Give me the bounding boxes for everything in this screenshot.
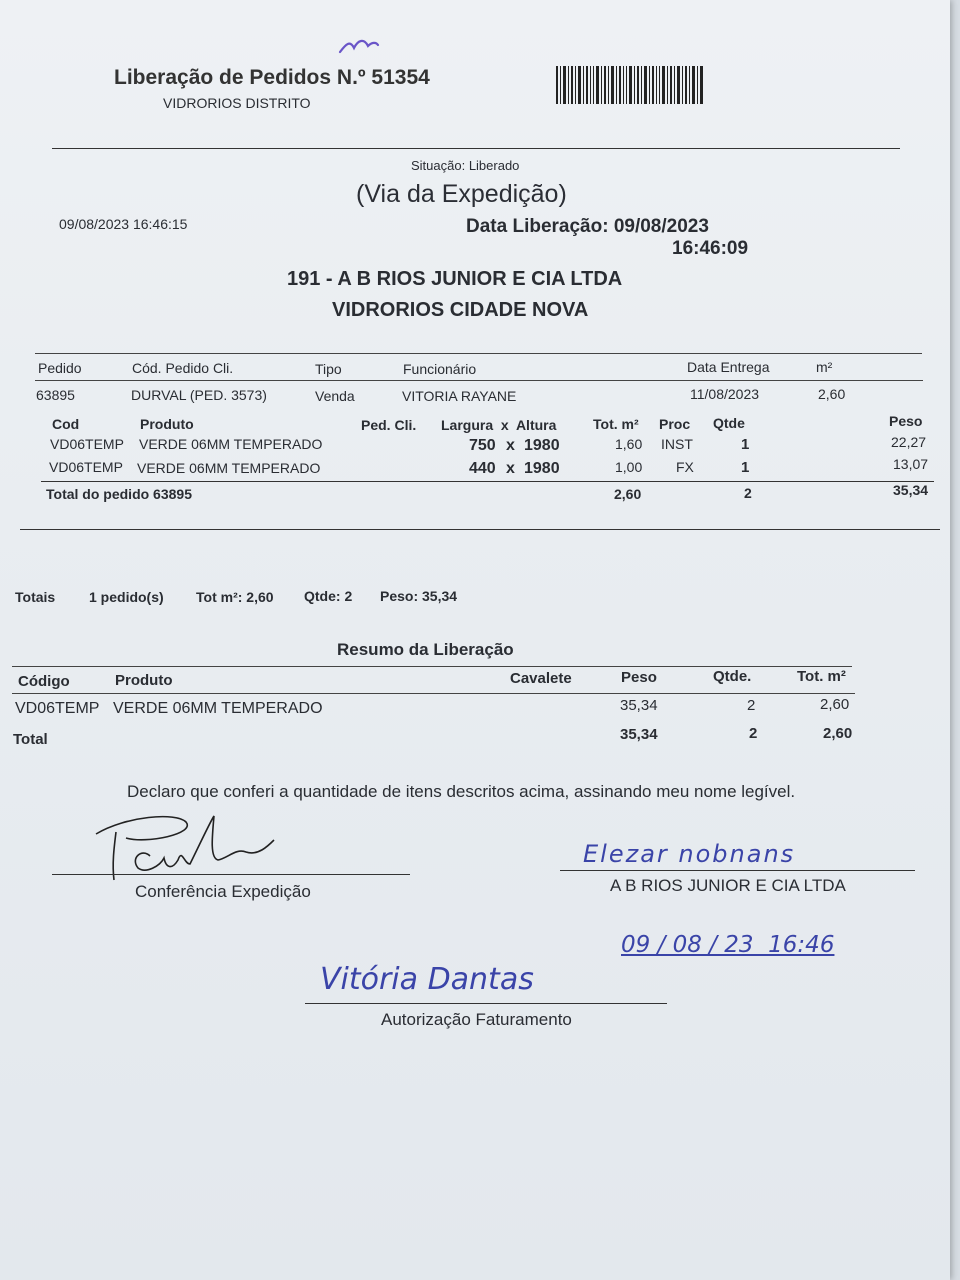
summary-peso: 35,34 [620,697,658,714]
item-qtde: 1 [741,459,750,476]
conferencia-line [52,874,410,875]
totals-label: Totais [15,589,56,605]
summary-title: Resumo da Liberação [337,640,514,659]
order-m2: 2,60 [818,386,846,402]
autorizacao-label: Autorização Faturamento [381,1010,572,1029]
item-col-ped-cli: Ped. Cli. [361,417,417,433]
handwritten-date: 09 / 08 / 23 16:46 [621,932,835,958]
header-divider [52,148,900,149]
item-cod: VD06TEMP [50,436,124,452]
order-total-label: Total do pedido 63895 [46,486,192,502]
order-total-m2: 2,60 [614,486,642,502]
order-top-line [35,353,922,354]
totals-m2: Tot m²: 2,60 [196,589,274,605]
item-col-qtde: Qtde [713,415,745,431]
release-time: 16:46:09 [672,238,749,259]
order-pedido: 63895 [36,387,75,403]
summary-total-qtde: 2 [749,725,758,742]
col-data-entrega: Data Entrega [687,359,770,375]
summary-col-codigo: Código [18,673,70,690]
item-proc: INST [661,436,693,452]
item-x: x [506,437,515,454]
item-col-largura-altura: Largura x Altura [441,417,557,433]
barcode-icon [556,66,703,104]
order-total-peso: 35,34 [893,482,929,498]
summary-total-label: Total [13,731,48,748]
totals-peso: Peso: 35,34 [380,588,458,604]
item-proc: FX [676,459,694,475]
item-col-produto: Produto [140,416,194,432]
summary-col-cavalete: Cavalete [510,670,572,687]
via-label: (Via da Expedição) [356,180,567,208]
summary-total-tot-m2: 2,60 [823,725,853,742]
client-sig-label: A B RIOS JUNIOR E CIA LTDA [610,876,846,895]
item-produto: VERDE 06MM TEMPERADO [139,436,323,452]
order-bottom-line [20,529,940,530]
item-altura: 1980 [524,460,560,477]
client-name: 191 - A B RIOS JUNIOR E CIA LTDA [287,268,623,290]
order-total-qtde: 2 [744,485,752,501]
item-largura: 440 [469,460,496,477]
item-col-tot-m2: Tot. m² [593,416,639,432]
col-pedido: Pedido [38,360,82,376]
conferencia-label: Conferência Expedição [135,882,311,901]
summary-total-peso: 35,34 [620,726,658,743]
item-altura: 1980 [524,437,560,454]
company-name: VIDRORIOS DISTRITO [163,95,311,111]
autorizacao-signature: Vitória Dantas [320,962,534,997]
totals-pedidos: 1 pedido(s) [89,589,164,605]
summary-top-line [12,666,852,667]
col-cod-pedido-cli: Cód. Pedido Cli. [132,360,234,376]
summary-col-tot-m2: Tot. m² [797,668,846,685]
summary-col-produto: Produto [115,672,173,689]
summary-produto: VERDE 06MM TEMPERADO [113,700,323,717]
summary-codigo: VD06TEMP [15,700,100,717]
print-timestamp: 09/08/2023 16:46:15 [59,216,188,232]
item-largura: 750 [469,437,496,454]
summary-header-line [12,693,855,694]
pen-mark-icon [336,36,382,58]
item-col-proc: Proc [659,416,691,432]
client-signature: Elezar nobnans [583,840,796,868]
order-header-line [35,380,923,381]
summary-tot-m2: 2,60 [820,696,850,713]
autorizacao-line [305,1003,667,1004]
declaration-text: Declaro que conferi a quantidade de itens descritos acima, assinando meu nome legível. [127,782,796,801]
order-data-entrega: 11/08/2023 [690,386,760,402]
col-funcionario: Funcionário [403,361,477,377]
document-title: Liberação de Pedidos N.º 51354 [114,66,430,89]
item-peso: 13,07 [893,456,929,472]
item-peso: 22,27 [891,434,927,450]
client-store: VIDRORIOS CIDADE NOVA [332,299,589,321]
order-tipo: Venda [315,388,355,404]
item-tot-m2: 1,00 [615,459,643,475]
item-tot-m2: 1,60 [615,436,643,452]
summary-qtde: 2 [747,697,756,714]
status-text: Situação: Liberado [411,158,520,173]
order-total-line [41,481,934,482]
order-funcionario: VITORIA RAYANE [402,388,517,404]
summary-col-peso: Peso [621,669,657,686]
col-m2: m² [816,359,833,375]
summary-col-qtde: Qtde. [713,668,752,685]
item-produto: VERDE 06MM TEMPERADO [137,460,321,476]
client-sig-line [560,870,915,871]
totals-qtde: Qtde: 2 [304,588,353,604]
item-col-cod: Cod [52,416,80,432]
release-date: Data Liberação: 09/08/2023 [466,216,709,237]
order-cod-cli: DURVAL (PED. 3573) [131,387,267,403]
col-tipo: Tipo [315,361,342,377]
item-col-peso: Peso [889,413,923,429]
conferencia-signature [86,808,286,888]
item-qtde: 1 [741,436,750,453]
item-x: x [506,460,515,477]
item-cod: VD06TEMP [49,459,123,475]
